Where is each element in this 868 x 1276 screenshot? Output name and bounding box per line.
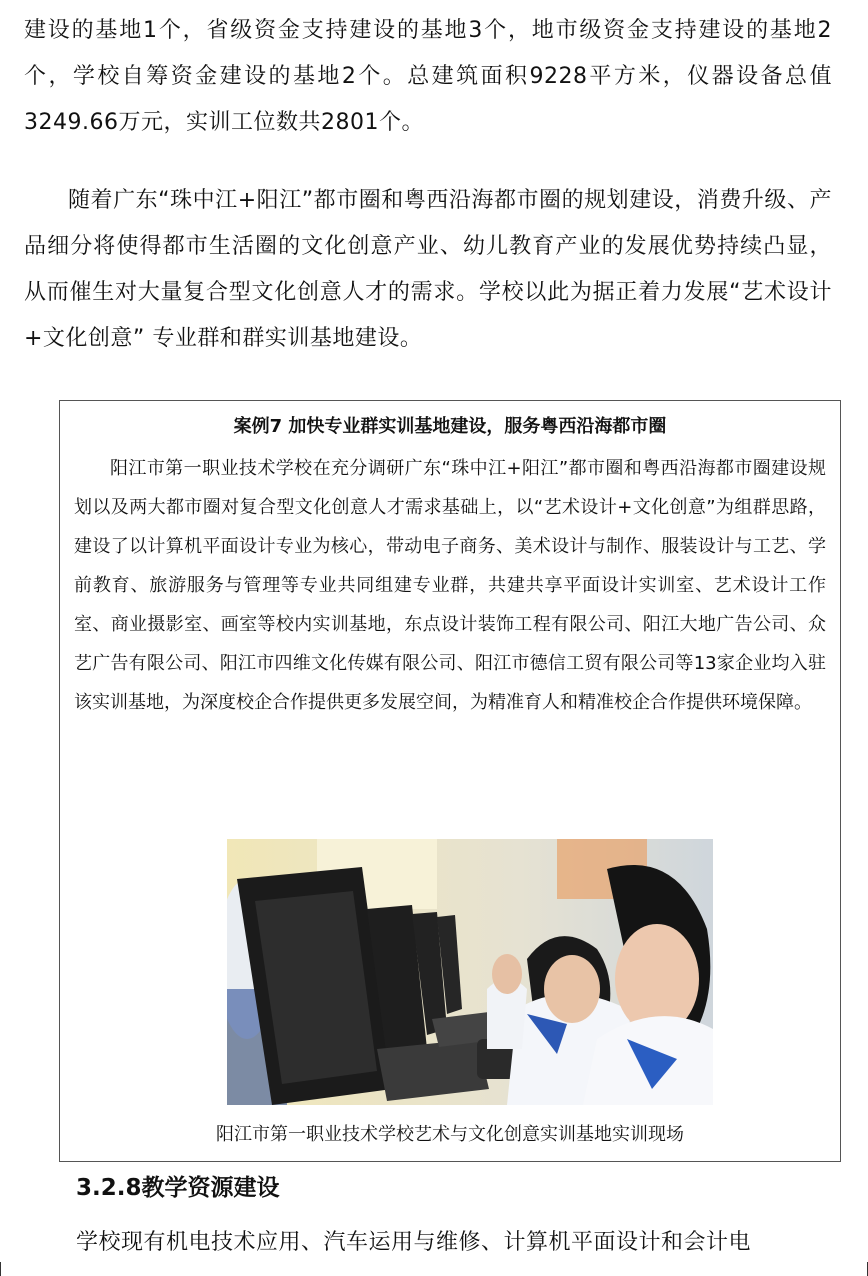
page-corner-mark	[0, 1262, 15, 1276]
photo-illustration	[227, 839, 713, 1105]
section-heading: 3.2.8教学资源建设	[76, 1175, 280, 1201]
case-body: 阳江市第一职业技术学校在充分调研广东“珠中江+阳江”都市圈和粤西沿海都市圈建设规划以及两大都市圈对复合型文化创意人才需求基础上，以“艺术设计+文化创意”为组群思路，建设了以计算机平面设计专业为核心，带动电子商务、美术设计与制作、服装设计与工艺、学前教育、旅游服务与管理等专业共同组建专业群，共建共享平面设计实训室、艺术设计工作室、商业摄影室、画室等校内实训基地，东点设计装饰工程有限公司、阳江大地广告公司、众艺广告有限公司、阳江市四维文化传媒有限公司、阳江市德信工贸有限公司等13家企业均入驻该实训基地，为深度校企合作提供更多发展空间，为精准育人和精准校企合作提供环境保障。	[74, 458, 826, 713]
paragraph-base-stats: 建设的基地1个，省级资金支持建设的基地3个，地市级资金支持建设的基地2个，学校自筹资金建设的基地2个。总建筑面积9228平方米，仪器设备总值3249.66万元，实训工位数共2801个。	[24, 18, 832, 135]
photo-caption: 阳江市第一职业技术学校艺术与文化创意实训基地实训现场	[216, 1124, 684, 1145]
case-study-box	[59, 400, 841, 1162]
page-corner-mark	[853, 1262, 868, 1276]
paragraph-city-circle: 随着广东“珠中江+阳江”都市圈和粤西沿海都市圈的规划建设，消费升级、产品细分将使得都市生活圈的文化创意产业、幼儿教育产业的发展优势持续凸显，从而催生对大量复合型文化创意人才的需求。学校以此为据正着力发展“艺术设计+文化创意” 专业群和群实训基地建设。	[24, 188, 832, 351]
paragraph-teaching-resources: 学校现有机电技术应用、汽车运用与维修、计算机平面设计和会计电	[76, 1230, 752, 1255]
case-title: 案例7 加快专业群实训基地建设，服务粤西沿海都市圈	[233, 416, 667, 437]
training-room-photo	[227, 839, 713, 1105]
